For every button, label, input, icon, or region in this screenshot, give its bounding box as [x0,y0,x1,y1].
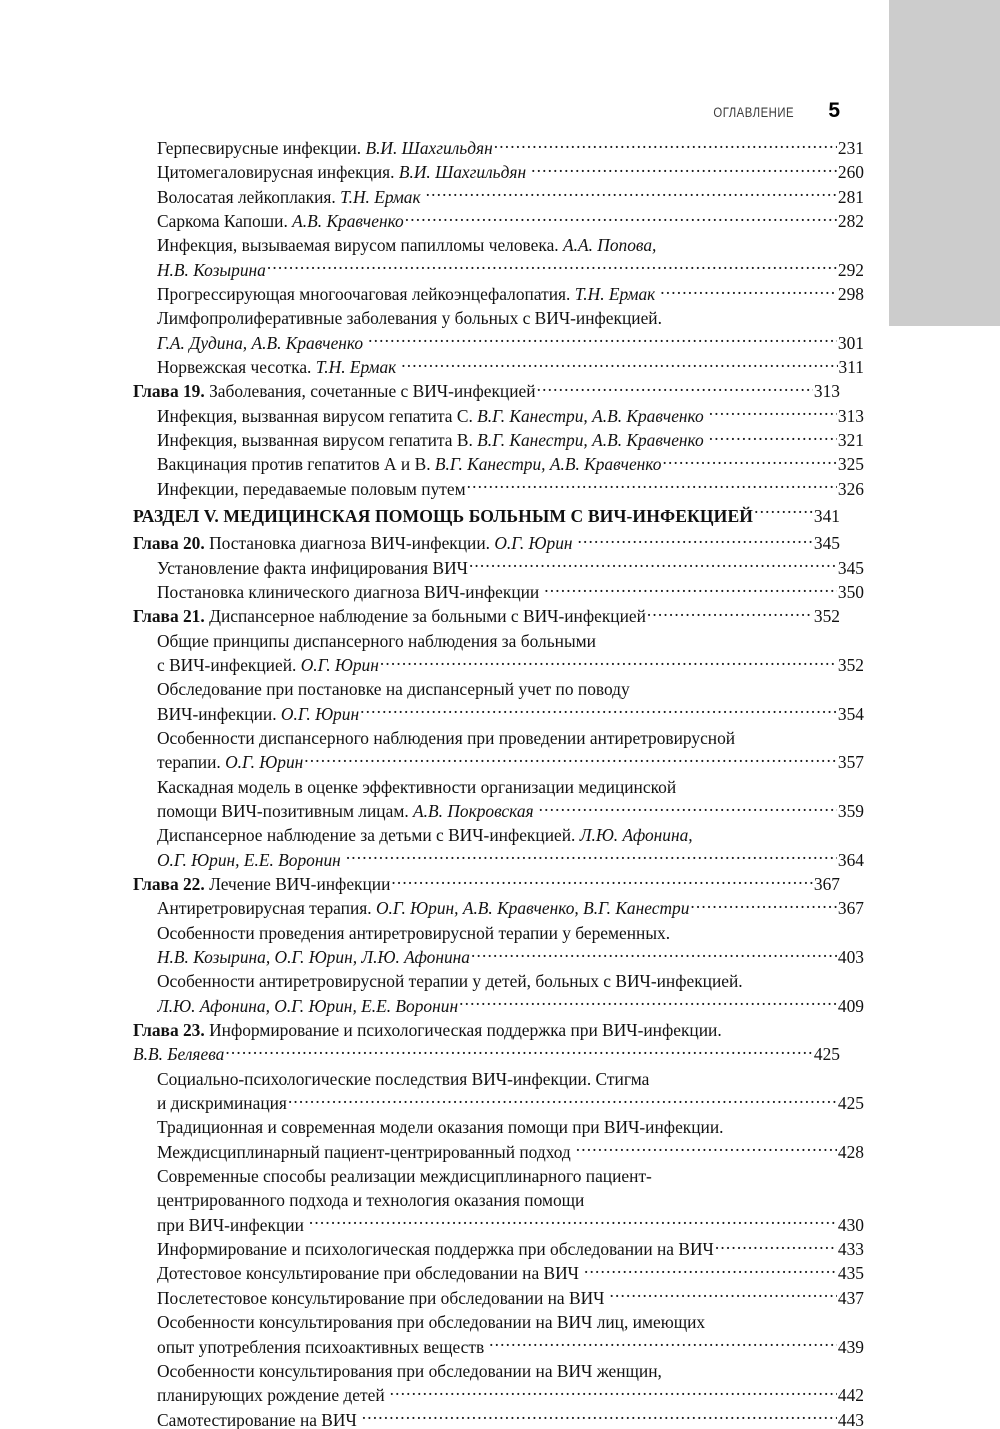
toc-entry-title [157,477,466,501]
toc-entry-page-number: 282 [837,211,864,232]
toc-entry-title-text: Информирование и психологическая поддержка при обследовании на ВИЧ [157,1239,714,1260]
toc-entry-title [157,896,689,920]
toc-entry-page-number: 425 [813,1044,840,1065]
toc-entry-row[interactable] [133,452,864,476]
dot-leader [578,532,813,549]
toc-entry-author: В.Г. Канестри, А.В. Кравченко [477,405,704,426]
toc-chapter-label: Глава 21. [133,606,205,627]
toc-entry-title [133,1018,722,1042]
toc-entry-row[interactable] [133,209,864,233]
dot-leader [469,556,837,573]
toc-entry-author: А.В. Покровская [413,800,534,821]
toc-entry-title [157,258,266,282]
running-header-label: ОГЛАВЛЕНИЕ [713,105,795,120]
toc-entry-page-number: 352 [837,654,864,675]
toc-entry-page-number: 425 [837,1093,864,1114]
toc-entry-title-text: Постановка клинического диагноза ВИЧ-инфекции [157,581,540,602]
toc-entry-title [157,1140,571,1164]
toc-entry-row[interactable] [133,945,864,969]
toc-entry-title-text: при ВИЧ-инфекции [157,1214,304,1235]
toc-entry-title [157,823,693,847]
toc-wrapped-line[interactable] [133,677,864,701]
toc-entry-title [157,1359,662,1383]
toc-entry-title [157,945,470,969]
toc-chapter-label: Глава 20. [133,533,205,554]
toc-entry-row[interactable] [133,994,864,1018]
dot-leader [709,404,837,421]
toc-entry-author: Г.А. Дудина, А.В. Кравченко [157,332,364,353]
dot-leader [267,258,837,275]
toc-entry-title-text: Традиционная и современная модели оказания помощи при ВИЧ-инфекции. [157,1117,724,1138]
toc-entry-title [157,1310,705,1334]
dot-leader [539,800,837,817]
dot-leader [459,994,837,1011]
toc-entry-title-text: и дискриминация [157,1093,287,1114]
toc-entry-title [157,1383,385,1407]
toc-entry-author: Н.В. Козырина, О.Г. Юрин, Л.Ю. Афонина [157,947,470,967]
dot-leader [380,653,837,670]
toc-wrapped-line[interactable] [133,1067,864,1091]
dot-leader [660,283,837,300]
toc-entry-title-text: Информирование и психологическая поддержка при ВИЧ-инфекции. [204,1020,722,1041]
toc-entry-author: Т.Н. Ермак [315,357,397,378]
toc-entry-author: Н.В. Козырина [157,259,266,280]
toc-wrapped-line[interactable] [133,1359,864,1383]
toc-wrapped-line[interactable] [133,306,864,330]
toc-entry-title [157,921,670,945]
toc-entry-title [157,331,363,355]
toc-entry-title [157,233,656,257]
dot-leader [531,161,837,178]
toc-entry-title [157,750,303,774]
dot-leader [309,1213,837,1230]
dot-leader [690,897,837,914]
toc-entry-title [157,775,676,799]
toc-entry-page-number: 443 [837,1409,864,1429]
toc-entry-author: О.Г. Юрин, А.В. Кравченко, В.Г. Канестри [375,898,690,919]
running-header [133,100,840,126]
toc-entry-title-text: Особенности консультирования при обследовании на ВИЧ лиц, имеющих [157,1312,706,1333]
toc-entry-author: О.Г. Юрин [280,703,360,724]
toc-entry-row[interactable] [133,331,864,355]
page-folio-number: 5 [828,99,840,122]
toc-entry-page-number: 292 [837,259,864,280]
toc-entry-title [133,531,573,555]
toc-entry-title [157,848,341,872]
toc-entry-title-text: терапии. [157,752,226,773]
dot-leader [494,137,837,154]
toc-entry-title-text: Антиретровирусная терапия. [157,898,376,919]
toc-entry-title [157,702,359,726]
toc-entry-page-number: 442 [837,1385,864,1406]
toc-entry-title [157,1286,604,1310]
toc-entry-page-number: 433 [837,1239,864,1260]
toc-entry-title [157,653,379,677]
toc-entry-page-number: 439 [837,1336,864,1357]
dot-leader [401,356,837,373]
toc-entry-page-number: 326 [837,478,864,499]
toc-entry-title-text: Дотестовое консультирование при обследовании на ВИЧ [157,1263,579,1284]
toc-entry-title [157,1067,649,1091]
toc-entry-title-text: Прогрессирующая многоочаговая лейкоэнцефалопатия. [157,284,575,305]
toc-entry-page-number: 367 [813,873,840,894]
toc-entry-page-number: 345 [813,533,840,554]
toc-entry-row[interactable] [133,160,864,184]
toc-entry-page-number: 301 [837,332,864,353]
toc-entry-page-number: 313 [837,405,864,426]
toc-entry-title-text: Послетестовое консультирование при обследовании на ВИЧ [157,1287,605,1308]
toc-chapter-row[interactable] [133,379,840,403]
toc-entry-title-text: Герпесвирусные инфекции. [157,138,366,158]
dot-leader [288,1092,837,1109]
toc-entry-title [157,969,743,993]
toc-entry-title-text: Вакцинация против гепатитов А и В. [157,454,435,475]
toc-entry-title-text: Инфекция, вызванная вирусом гепатита С. [157,405,478,426]
toc-entry-row[interactable] [133,1286,864,1310]
toc-entry-author: Т.Н. Ермак [340,186,421,207]
toc-entry-row[interactable] [133,1091,864,1115]
toc-entry-title [157,629,596,653]
toc-chapter-label: Глава 22. [133,873,205,894]
toc-entry-page-number: 313 [813,381,840,402]
toc-entry-title [157,726,735,750]
toc-entry-author: О.Г. Юрин [300,654,379,675]
toc-entry-title [157,355,396,379]
toc-wrapped-line[interactable] [133,1310,864,1334]
toc-entry-page-number: 231 [837,138,864,158]
toc-entry-row[interactable] [133,404,864,428]
dot-leader [390,1384,837,1401]
toc-entry-author: Л.Ю. Афонина, [579,825,693,846]
toc-entry-title-text: с ВИЧ-инфекцией. [157,654,301,675]
toc-entry-title-text: Лечение ВИЧ-инфекции [204,873,391,894]
toc-entry-title [157,136,493,160]
toc-wrapped-line[interactable] [133,1164,864,1188]
toc-entry-title-text: Междисциплинарный пациент-центрированный подход [157,1141,571,1162]
toc-entry-row[interactable] [133,1237,864,1261]
dot-leader [537,380,813,397]
toc-entry-title [133,872,390,896]
toc-entry-row[interactable] [133,1261,864,1285]
toc-entry-title [157,1237,714,1261]
toc-entry-row[interactable] [133,1140,864,1164]
toc-entry-title [157,209,404,233]
toc-wrapped-line[interactable] [133,969,864,993]
toc-entry-title-text: Обследование при постановке на диспансерный учет по поводу [157,679,630,700]
toc-entry-title [157,185,421,209]
toc-entry-page-number: 364 [837,849,864,870]
toc-entry-page-number: 345 [837,557,864,578]
toc-entry-title-text: планирующих рождение детей [157,1385,385,1406]
toc-entry-title-text: опыт употребления психоактивных веществ [157,1336,485,1357]
toc-chapter-label: Глава 19. [133,381,205,402]
toc-wrapped-line[interactable] [133,775,864,799]
toc-entry-row[interactable] [133,1042,840,1066]
toc-chapter-label: Глава 23. [133,1020,205,1041]
toc-chapter-row[interactable] [133,604,840,628]
toc-entry-page-number: 367 [837,898,864,919]
toc-entry-page-number: 403 [837,947,864,967]
dot-leader [471,946,837,963]
dot-leader [368,331,837,348]
toc-entry-author: Т.Н. Ермак [574,284,656,305]
toc-entry-title [133,501,753,531]
toc-entry-title [157,1188,584,1212]
dot-leader [346,848,837,865]
toc-entry-title-text: Инфекция, вызываемая вирусом папилломы человека. [157,235,563,256]
toc-entry-row[interactable] [133,580,864,604]
dot-leader [426,185,837,202]
toc-entry-title-text: РАЗДЕЛ V. МЕДИЦИНСКАЯ ПОМОЩЬ БОЛЬНЫМ С ВИЧ-ИНФЕКЦИЕЙ [133,506,754,527]
dot-leader [467,477,837,494]
toc-entry-row[interactable] [133,136,864,160]
toc-entry-row[interactable] [133,799,864,823]
toc-entry-title-text: Цитомегаловирусная инфекция. [157,162,399,183]
toc-wrapped-line[interactable] [133,629,864,653]
toc-entry-page-number: 352 [813,606,840,627]
toc-entry-row[interactable] [133,556,864,580]
dot-leader [489,1335,837,1352]
toc-entry-row[interactable] [133,896,864,920]
toc-entry-title [157,282,655,306]
toc-entry-title-text: Особенности консультирования при обследовании на ВИЧ женщин, [157,1360,662,1381]
dot-leader [662,453,836,470]
toc-entry-row[interactable] [133,702,864,726]
toc-entry-title-text: Диспансерное наблюдение за больными с ВИЧ-инфекцией [204,606,646,627]
toc-entry-author: В.Г. Канестри, А.В. Кравченко [477,430,704,451]
toc-entry-row[interactable] [133,258,864,282]
toc-entry-row[interactable] [133,848,864,872]
toc-entry-page-number: 341 [813,506,840,527]
toc-entry-author: О.Г. Юрин, Е.Е. Воронин [157,849,341,870]
toc-entry-title [157,428,704,452]
toc-entry-author: В.В. Беляева [133,1044,225,1065]
toc-entry-title [157,1115,724,1139]
toc-entry-page-number: 325 [837,454,864,475]
toc-entry-title-text: Заболевания, сочетанные с ВИЧ-инфекцией [204,381,536,402]
toc-entry-row[interactable] [133,653,864,677]
toc-entry-page-number: 260 [837,162,864,183]
toc-entry-row[interactable] [133,1335,864,1359]
toc-chapter-row[interactable] [133,531,840,555]
toc-wrapped-line[interactable] [133,921,864,945]
toc-entry-title [157,452,661,476]
dot-leader [647,605,813,622]
scan-edge-artifact [889,0,1000,326]
toc-entry-title-text: Социально-психологические последствия ВИЧ-инфекции. Стигма [157,1068,650,1089]
toc-entry-row[interactable] [133,1213,864,1237]
toc-entry-title [157,306,662,330]
toc-entry-row[interactable] [133,1383,864,1407]
toc-entry-title-text: Каскадная модель в оценке эффективности организации медицинской [157,776,677,797]
toc-entry-title-text: Самотестирование на ВИЧ [157,1409,357,1429]
toc-entry-page-number: 311 [838,357,864,378]
toc-entry-author: В.И. Шахгильдян [365,138,493,158]
toc-entry-title [133,1042,224,1066]
toc-entry-title [157,1408,357,1429]
toc-wrapped-line[interactable] [133,1115,864,1139]
toc-entry-title-text: Диспансерное наблюдение за детьми с ВИЧ-инфекцией. [157,825,580,846]
toc-entry-author: А.В. Кравченко [292,211,404,232]
toc-entry-page-number: 437 [837,1287,864,1308]
toc-wrapped-line[interactable] [133,823,864,847]
toc-entry-title-text: Особенности диспансерного наблюдения при проведении антиретровирусной [157,727,736,748]
toc-entry-title-text: центрированного подхода и технология оказания помощи [157,1190,585,1211]
toc-entry-row[interactable] [133,1408,864,1429]
dot-leader [584,1262,837,1279]
toc-entry-row[interactable] [133,185,864,209]
toc-entry-author: А.А. Попова, [562,235,657,256]
toc-entry-title [157,677,630,701]
table-of-contents [133,136,864,1429]
toc-entry-title [157,994,458,1018]
toc-entry-title-text: Установление факта инфицирования ВИЧ [157,557,468,578]
toc-entry-title [157,1261,579,1285]
toc-entry-page-number: 281 [837,186,864,207]
toc-entry-title [157,1335,484,1359]
dot-leader [754,505,813,522]
toc-entry-page-number: 359 [837,800,864,821]
dot-leader [405,210,837,227]
toc-entry-row[interactable] [133,477,864,501]
dot-leader [544,580,837,597]
toc-entry-row[interactable] [133,355,864,379]
toc-entry-page-number: 430 [837,1214,864,1235]
toc-entry-title [157,1164,652,1188]
toc-entry-page-number: 435 [837,1263,864,1284]
toc-entry-title-text: Особенности проведения антиретровирусной терапии у беременных. [157,922,671,943]
toc-wrapped-line[interactable] [133,726,864,750]
toc-entry-row[interactable] [133,750,864,774]
dot-leader [576,1140,837,1157]
toc-entry-page-number: 428 [837,1141,864,1162]
toc-entry-title-text: Общие принципы диспансерного наблюдения за больными [157,630,596,651]
toc-entry-page-number: 298 [837,284,864,305]
dot-leader [304,751,837,768]
dot-leader [609,1286,836,1303]
toc-entry-title-text: Лимфопролиферативные заболевания у больных с ВИЧ-инфекцией. [157,308,662,329]
dot-leader [225,1043,813,1060]
toc-entry-title-text: Инфекция, вызванная вирусом гепатита В. [157,430,478,451]
toc-entry-title-text: помощи ВИЧ-позитивным лицам. [157,800,414,821]
toc-entry-title [157,799,534,823]
toc-entry-title [157,404,704,428]
toc-entry-title [157,1091,287,1115]
dot-leader [715,1238,837,1255]
toc-wrapped-line[interactable] [133,233,864,257]
toc-entry-title-text: Инфекции, передаваемые половым путем [157,478,466,499]
toc-entry-page-number: 357 [837,752,864,773]
toc-entry-title-text: Современные способы реализации междисциплинарного пациент- [157,1166,652,1187]
toc-entry-page-number: 409 [837,995,864,1016]
toc-entry-title [157,1213,304,1237]
dot-leader [709,429,837,446]
toc-entry-title [157,160,526,184]
toc-entry-title-text: Норвежская чесотка. [157,357,316,378]
toc-entry-page-number: 350 [837,581,864,602]
toc-entry-title-text: Особенности антиретровирусной терапии у детей, больных с ВИЧ-инфекцией. [157,971,743,992]
toc-entry-author: В.И. Шахгильдян [398,162,527,183]
toc-section-row[interactable] [133,501,840,531]
toc-entry-title-text: ВИЧ-инфекции. [157,703,281,724]
toc-entry-title [133,379,536,403]
toc-entry-title [157,556,468,580]
dot-leader [360,702,837,719]
toc-entry-author: В.Г. Канестри, А.В. Кравченко [434,454,662,475]
toc-chapter-row[interactable] [133,872,840,896]
toc-entry-title-text: Саркома Капоши. [157,211,293,232]
toc-entry-page-number: 321 [837,430,864,451]
toc-wrapped-line[interactable] [133,1018,840,1042]
toc-wrapped-line[interactable] [133,1188,864,1212]
dot-leader [391,873,812,890]
toc-entry-title-text: Постановка диагноза ВИЧ-инфекции. [204,533,495,554]
toc-entry-row[interactable] [133,282,864,306]
toc-entry-author: О.Г. Юрин [225,752,304,773]
toc-entry-author: Л.Ю. Афонина, О.Г. Юрин, Е.Е. Воронин [157,995,459,1016]
toc-entry-title [157,580,539,604]
toc-entry-author: О.Г. Юрин [494,533,573,554]
dot-leader [362,1408,837,1425]
toc-entry-title [133,604,646,628]
toc-entry-row[interactable] [133,428,864,452]
toc-entry-page-number: 354 [837,703,864,724]
toc-entry-title-text: Волосатая лейкоплакия. [157,186,341,207]
